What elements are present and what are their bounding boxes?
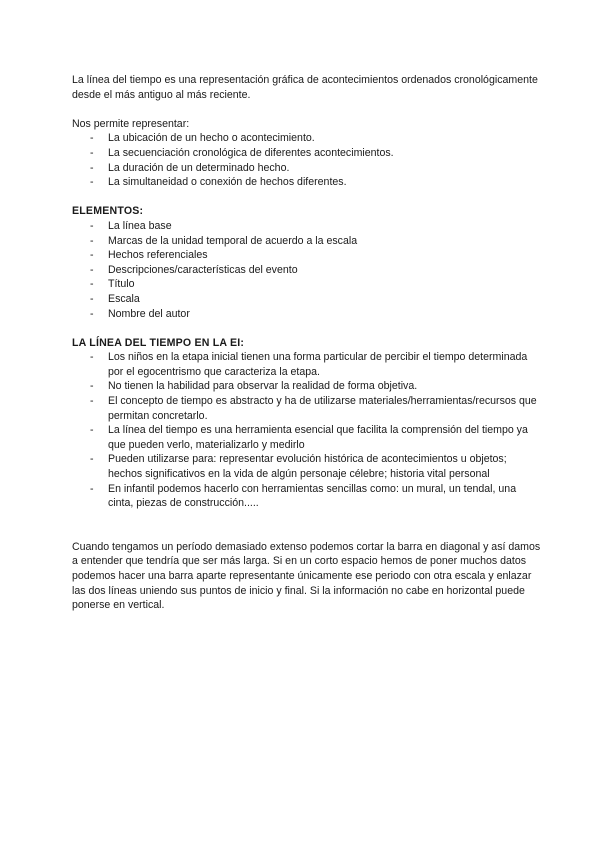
list-item: - Nombre del autor <box>90 307 190 320</box>
dash-bullet: - <box>90 424 94 437</box>
dash-bullet: - <box>90 307 94 320</box>
list-item: - Hechos referenciales <box>90 249 208 262</box>
list-item: - La duración de un determinado hecho. <box>90 161 290 174</box>
dash-bullet: - <box>90 263 94 276</box>
elementos-list <box>72 219 542 321</box>
dash-bullet: - <box>90 278 94 291</box>
linea-ei-heading: LA LÍNEA DEL TIEMPO EN LA EI: <box>72 336 245 349</box>
list-item: - Marcas de la unidad temporal de acuerdo a la escala <box>90 234 358 247</box>
list-item: - La línea base <box>90 219 172 232</box>
dash-bullet: - <box>90 351 94 364</box>
closing-paragraph: Cuando tengamos un período demasiado extenso podemos cortar la barra en diagonal y así damos a entender que tendría que ser más larga. Si en un corto espacio hemos de poner muchos datos podemos hacer una barra aparte representante únicamente ese periodo con otra escala y enlazar las dos líneas uniendo sus puntos de inicio y final. Si la información no cabe en horizontal puede ponerse en vertical. <box>72 540 541 612</box>
list-item: - Pueden utilizarse para: representar evolución histórica de acontecimientos u objetos; hechos significativos en la vida de algún personaje célebre; historia vital personal <box>90 453 507 481</box>
list-item: - La línea del tiempo es una herramienta esencial que facilita la comprensión del tiempo ya que pueden verlo, materializarlo y medirlo <box>90 424 528 451</box>
list-item: - La secuenciación cronológica de diferentes acontecimientos. <box>90 146 394 159</box>
list-item: - Escala <box>90 292 140 305</box>
list-item: - Los niños en la etapa inicial tienen una forma particular de percibir el tiempo determinada por el egocentrismo que caracteriza la etapa. <box>90 351 528 378</box>
dash-bullet: - <box>90 292 94 305</box>
dash-bullet: - <box>90 146 94 159</box>
list-item: - El concepto de tiempo es abstracto y ha de utilizarse materiales/herramientas/recursos que permitan concretarlo. <box>90 395 537 422</box>
dash-bullet: - <box>90 395 94 408</box>
dash-bullet: - <box>90 219 94 232</box>
list-item: - No tienen la habilidad para observar la realidad de forma objetiva. <box>90 380 418 393</box>
linea-ei-list <box>72 350 542 511</box>
dash-bullet: - <box>90 176 94 189</box>
permite-list <box>72 131 542 189</box>
dash-bullet: - <box>90 453 94 466</box>
dash-bullet: - <box>90 234 94 247</box>
list-item: - Descripciones/características del evento <box>90 263 298 276</box>
list-item: - La ubicación de un hecho o acontecimiento. <box>90 132 315 145</box>
list-item: - Título <box>90 278 135 291</box>
intro-paragraph: La línea del tiempo es una representación gráfica de acontecimientos ordenados cronológicamente desde el más antiguo al más reciente. <box>72 74 538 101</box>
dash-bullet: - <box>90 249 94 262</box>
dash-bullet: - <box>90 380 94 393</box>
permite-lead: Nos permite representar: <box>72 117 190 130</box>
list-item: - En infantil podemos hacerlo con herramientas sencillas como: un mural, un tendal, una cinta, piezas de construcción..... <box>90 482 517 510</box>
dash-bullet: - <box>90 482 94 495</box>
document-body <box>72 73 542 613</box>
dash-bullet: - <box>90 161 94 174</box>
elementos-heading: ELEMENTOS: <box>72 205 144 218</box>
dash-bullet: - <box>90 132 94 145</box>
list-item: - La simultaneidad o conexión de hechos diferentes. <box>90 176 347 189</box>
